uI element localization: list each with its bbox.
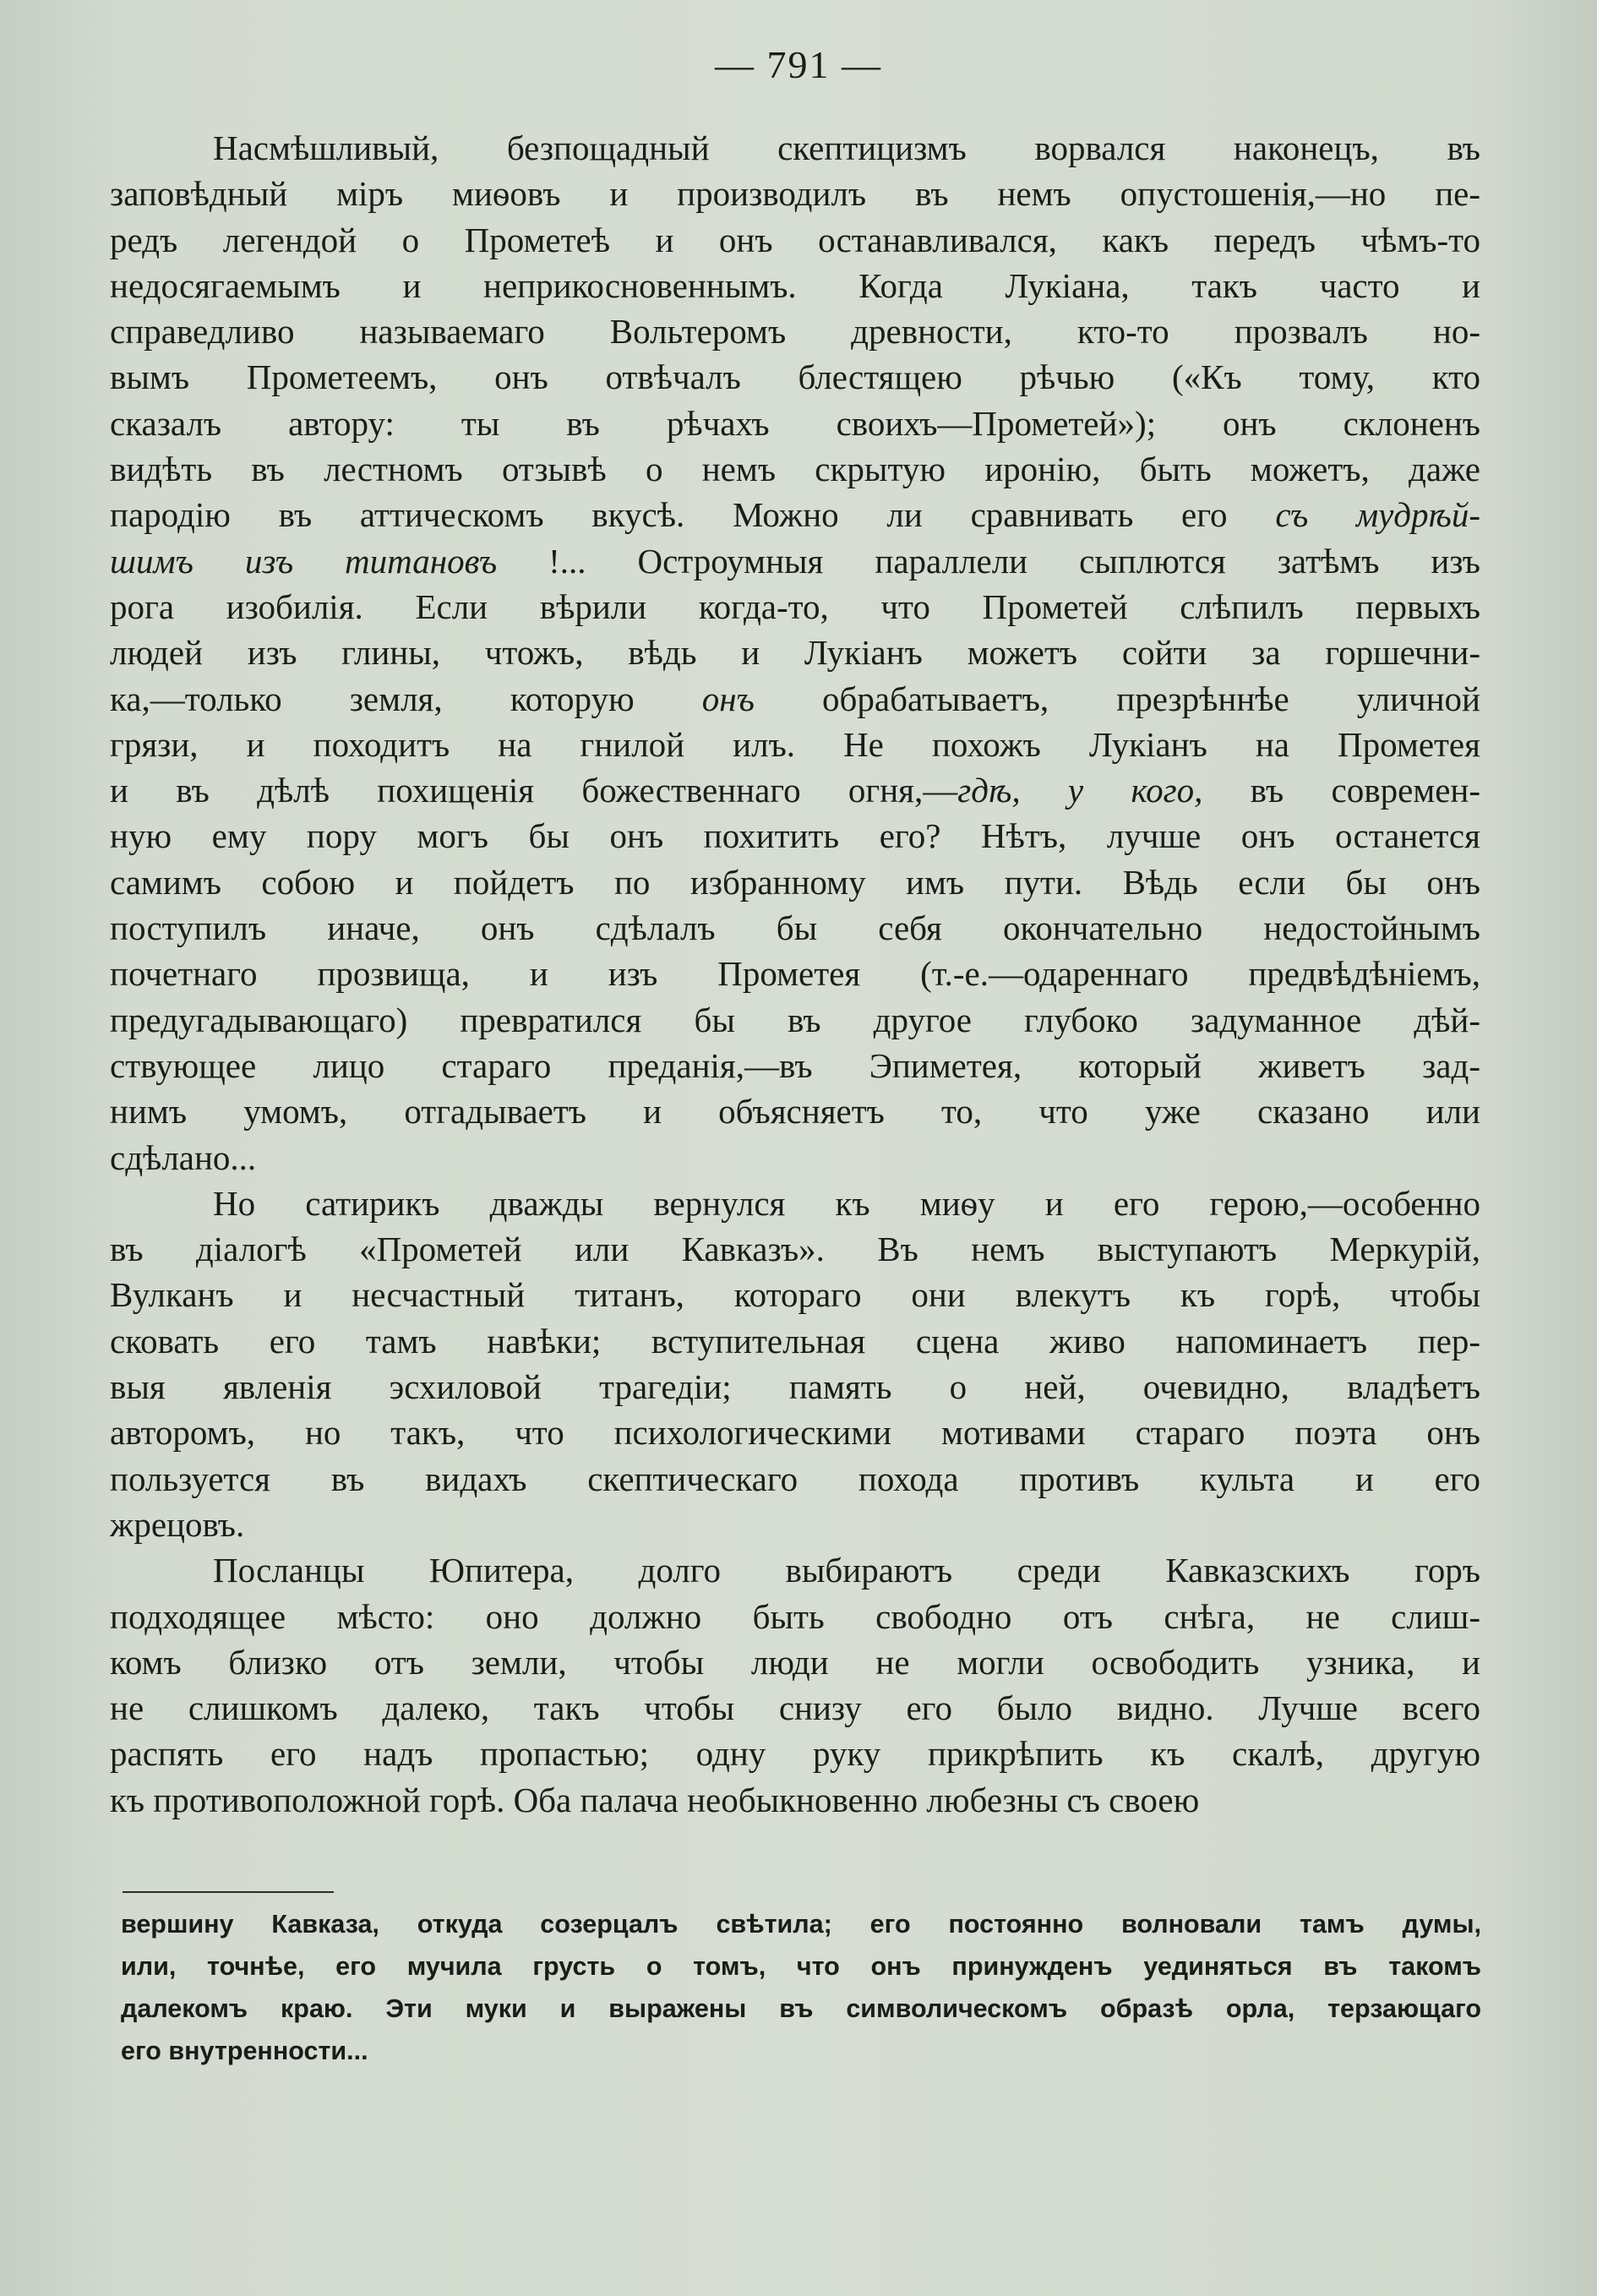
text-line: ную ему пору могъ бы онъ похитить его? Нѣтъ, лучше онъ останется [110, 816, 1480, 856]
footnote-line: или, точнѣе, его мучила грусть о томъ, что онъ принужденъ уединяться въ такомъ [121, 1952, 1481, 1981]
text-line: сказалъ автору: ты въ рѣчахъ своихъ—Прометей»); онъ склоненъ [110, 403, 1480, 443]
text-line: поступилъ иначе, онъ сдѣлалъ бы себя окончательно недостойнымъ [110, 908, 1480, 948]
text-line: вымъ Прометеемъ, онъ отвѣчалъ блестящею рѣчью («Къ тому, кто [110, 357, 1480, 397]
text-line: Но сатирикъ дважды вернулся къ миѳу и его герою,—особенно [213, 1183, 1480, 1223]
paragraph-1 [110, 125, 1480, 1181]
footnote-line: его внутренности... [121, 2037, 368, 2065]
text-line: не слишкомъ далеко, такъ чтобы снизу его было видно. Лучше всего [110, 1688, 1480, 1728]
text-line: подходящее мѣсто: оно должно быть свободно отъ снѣга, не слиш- [110, 1596, 1480, 1636]
text-line: Насмѣшливый, безпощадный скептицизмъ ворвался наконецъ, въ [213, 128, 1480, 167]
footnote-divider [123, 1891, 334, 1893]
text-line: сдѣлано... [110, 1137, 257, 1177]
text-line: нимъ умомъ, отгадываетъ и объясняетъ то, что уже сказано или [110, 1092, 1480, 1132]
text-line: рога изобилія. Если вѣрили когда-то, что Прометей слѣпилъ первыхъ [110, 586, 1480, 626]
text-line: людей изъ глины, чтожъ, вѣдь и Лукіанъ можетъ сойти за горшечни- [110, 633, 1480, 673]
footnote [121, 1903, 1481, 2072]
footnote-line: вершину Кавказа, откуда созерцалъ свѣтила; его постоянно волновали тамъ думы, [121, 1910, 1481, 1939]
text-line: Вулканъ и несчастный титанъ, котораго они влекутъ къ горѣ, чтобы [110, 1275, 1480, 1315]
text-line: справедливо называемаго Вольтеромъ древности, кто-то прозвалъ но- [110, 312, 1480, 352]
text-line: въ діалогѣ «Прометей или Кавказъ». Въ немъ выступаютъ Меркурій, [110, 1230, 1480, 1269]
text-line: почетнаго прозвища, и изъ Прометея (т.-е.—одареннаго предвѣдѣніемъ, [110, 954, 1480, 994]
text-line: къ противоположной горѣ. Оба палача необыкновенно любезны съ своею [110, 1780, 1200, 1819]
text-line: ствующее лицо стараго преданія,—въ Эпиметея, который живетъ зад- [110, 1045, 1480, 1085]
main-text [110, 125, 1480, 1823]
text-line: комъ близко отъ земли, чтобы люди не могли освободить узника, и [110, 1642, 1480, 1682]
paragraph-3 [110, 1547, 1480, 1823]
footnote-line: далекомъ краю. Эти муки и выражены въ символическомъ образѣ орла, терзающаго [121, 1994, 1481, 2023]
text-line: самимъ собою и пойдетъ по избранному имъ пути. Вѣдь если бы онъ [110, 862, 1480, 902]
paragraph-2 [110, 1181, 1480, 1547]
text-line: сковать его тамъ навѣки; вступительная сцена живо напоминаетъ пер- [110, 1321, 1480, 1361]
text-line: ка,—только земля, которую онъ обрабатываетъ, презрѣннѣе уличной [110, 679, 1480, 718]
text-line: распять его надъ пропастью; одну руку прикрѣпить къ скалѣ, другую [110, 1734, 1480, 1774]
text-line: грязи, и походитъ на гнилой илъ. Не похожъ Лукіанъ на Прометея [110, 724, 1480, 764]
text-line: выя явленія эсхиловой трагедіи; память о ней, очевидно, владѣетъ [110, 1367, 1480, 1407]
page-number: — 791 — [715, 43, 882, 86]
text-line: недосягаемымъ и неприкосновеннымъ. Когда Лукіана, такъ часто и [110, 265, 1480, 305]
text-line: авторомъ, но такъ, что психологическими мотивами стараго поэта онъ [110, 1413, 1480, 1453]
text-line: пародію въ аттическомъ вкусѣ. Можно ли сравнивать его съ мудрѣй- [110, 495, 1480, 535]
text-line: предугадывающаго) превратился бы въ другое глубоко задуманное дѣй- [110, 1000, 1480, 1039]
text-line: видѣть въ лестномъ отзывѣ о немъ скрытую иронію, быть можетъ, даже [110, 450, 1480, 489]
text-line: Посланцы Юпитера, долго выбираютъ среди Кавказскихъ горъ [213, 1551, 1480, 1590]
text-line: жрецовъ. [110, 1504, 245, 1544]
text-line: пользуется въ видахъ скептическаго похода противъ культа и его [110, 1459, 1480, 1498]
text-line: и въ дѣлѣ похищенія божественнаго огня,—гдѣ, у кого, въ современ- [110, 771, 1480, 810]
text-line: заповѣдный міръ миѳовъ и производилъ въ немъ опустошенія,—но пе- [110, 174, 1480, 214]
text-line: шимъ изъ титановъ !... Остроумныя параллели сыплются затѣмъ изъ [110, 541, 1480, 581]
text-line: редъ легендой о Прометеѣ и онъ останавливался, какъ передъ чѣмъ-то [110, 220, 1480, 259]
